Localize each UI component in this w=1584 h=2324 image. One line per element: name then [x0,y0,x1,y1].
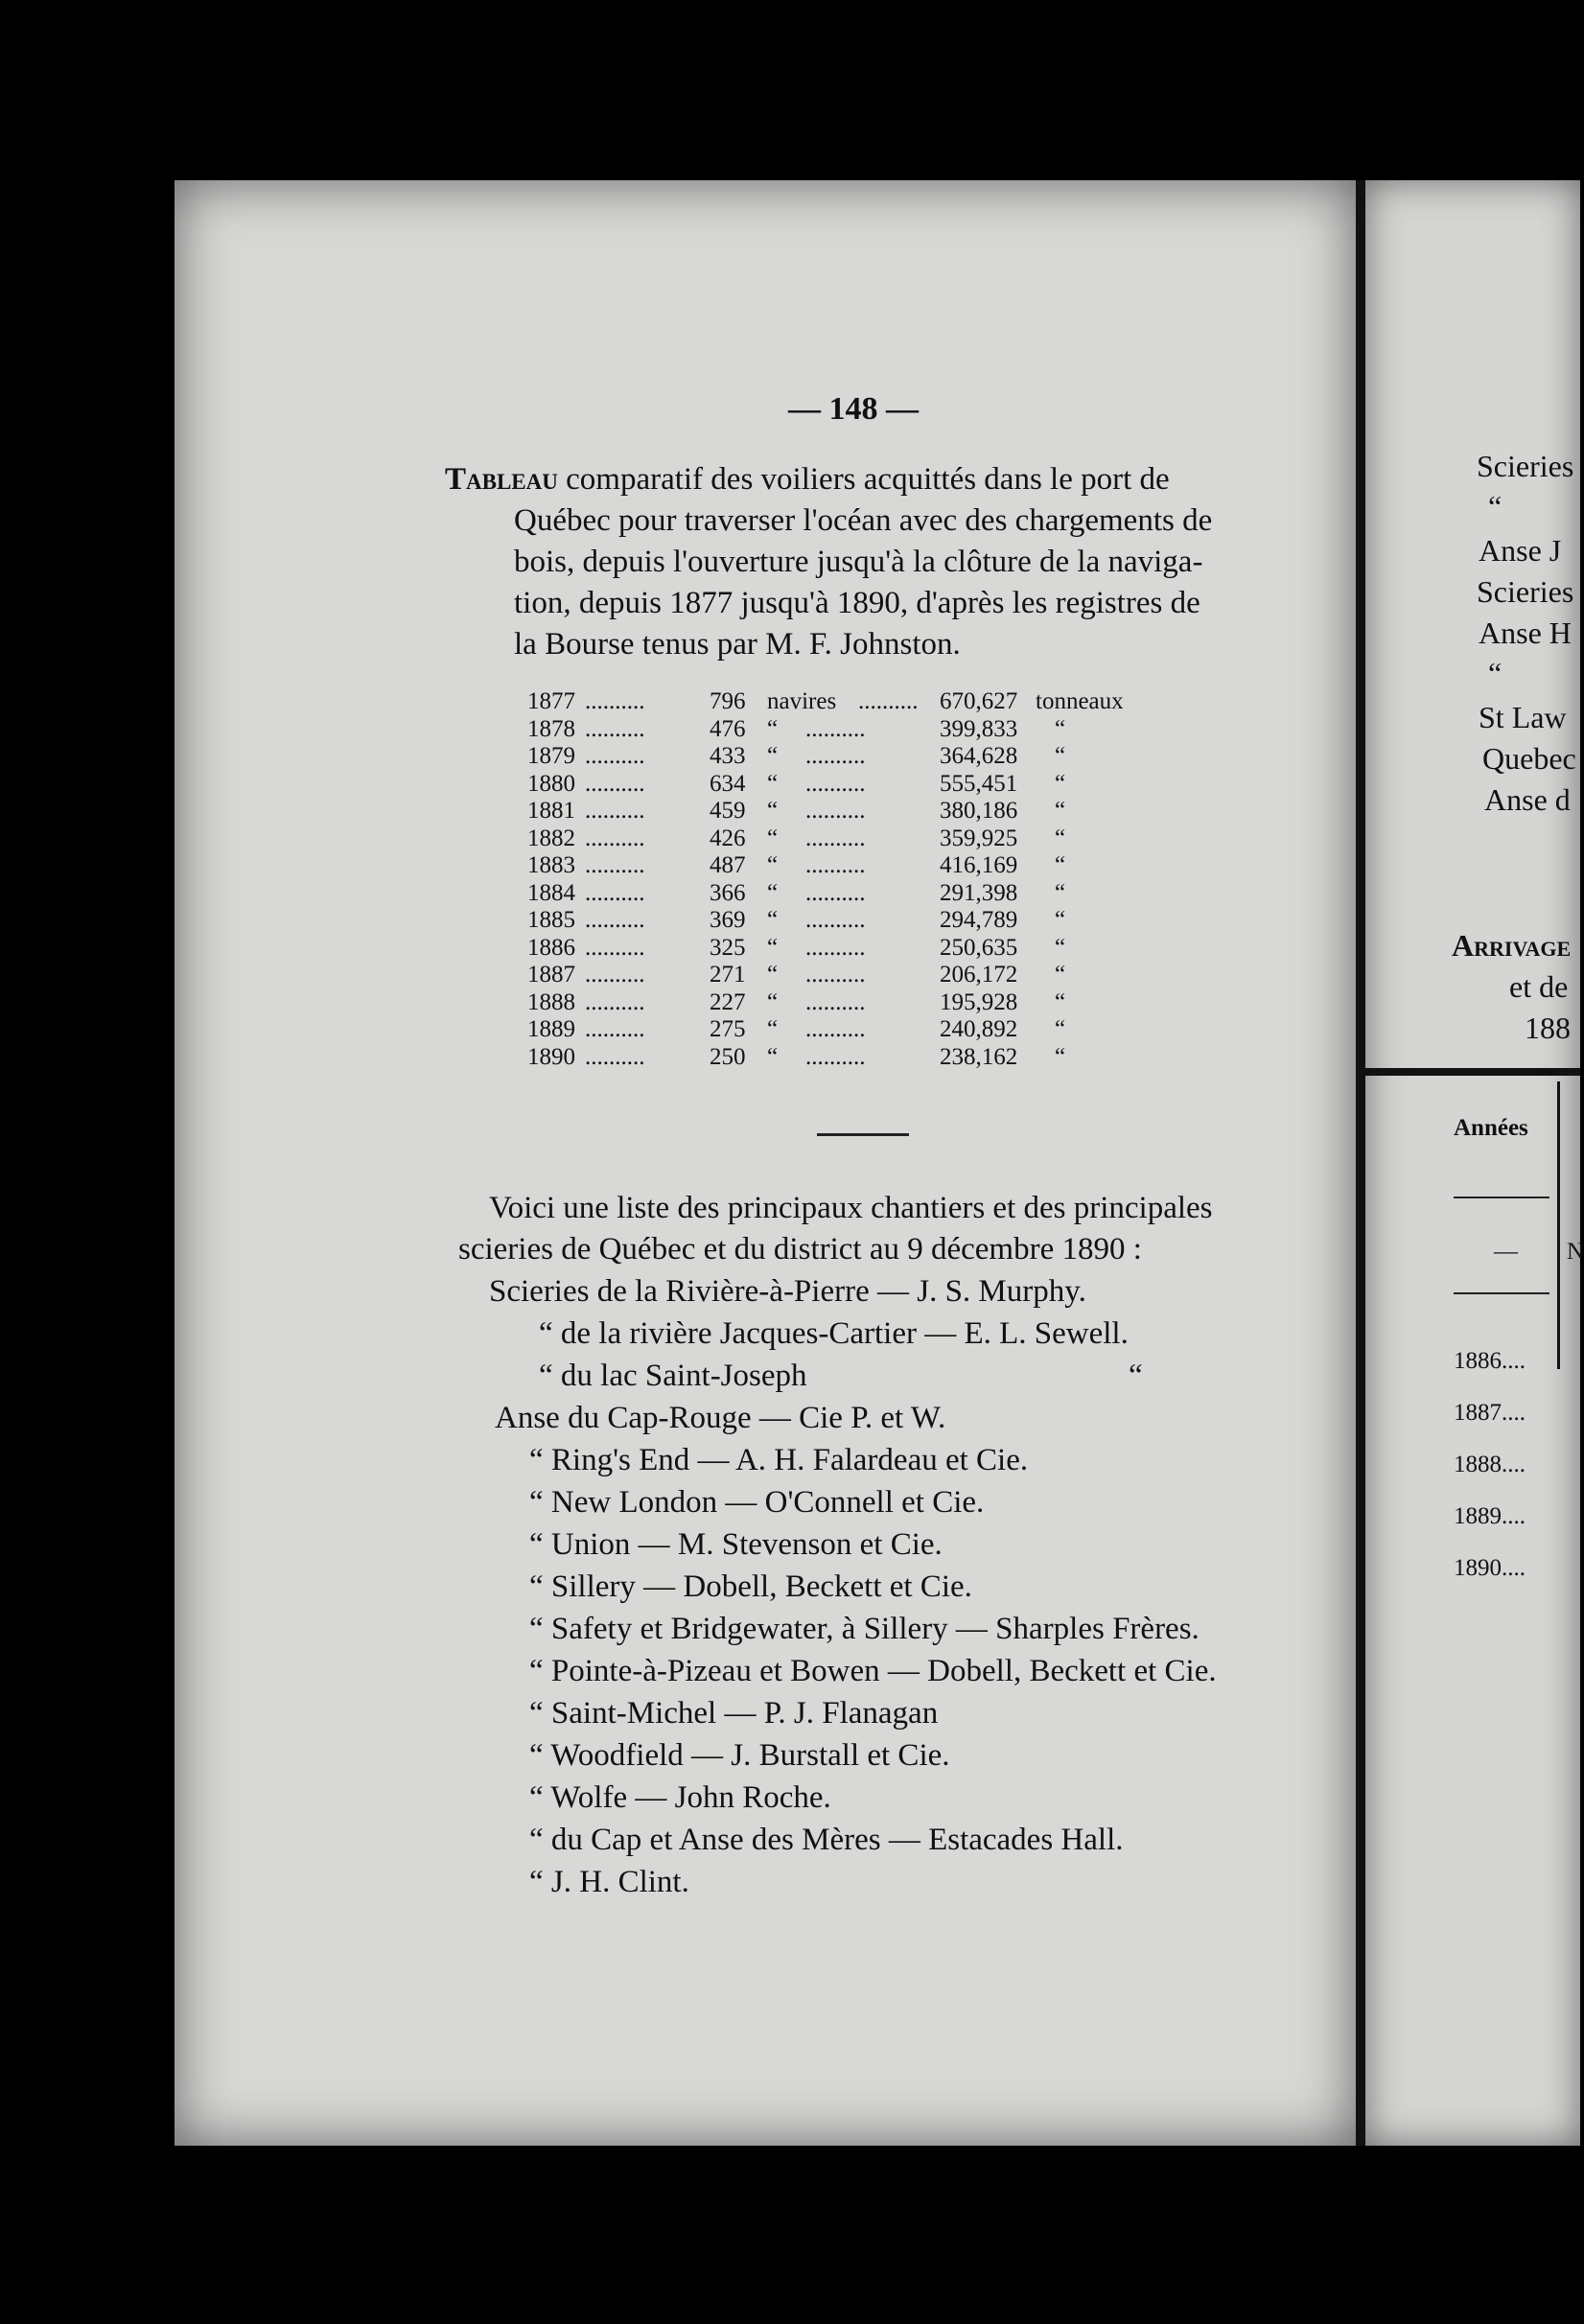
left-page: — 148 — Tableau comparatif des voiliers acquittés dans le port de Québec pour traverser l'océan avec des chargements de bois, depuis l'ouverture jusqu'à la clôture de la naviga- tion, depuis 1877 jusqu'à 1890, d'après les registres de la Bourse tenus par M. F. Johnston. 1877 .......... 796 navires .......... 670,627 tonneaux 1878 .......... 476 “ .......... 399,833 “ 1879 .......... 433 “ .......... 364,628 “ 1880 .......... 634 “ .......... 555,451 “ 1881 .......... 459 “ .......... 380,186 “ 1882 .......... 426 “ .......... 359,925 “ 1883 .......... 487 “ .......... 416,169 “ 1884 .......... 366 “ .......... 291,398 “ 1885 .......... 369 “ .......... 294,789 “ 1886 .......... 325 “ .......... 250,635 “ 1887 .......... 271 “ .......... 206,172 “ 1888 .......... 227 “ .......... 195,928 “ 1889 .......... 275 “ .......... 240,892 “ 1890 .......... 250 “ .......... 238,162 “ Voici une liste des principaux chantiers et des principales scieries de Québec et du district au 9 décembre 1890 : Scieries de la Rivière-à-Pierre — J. S. Murphy. “ de la rivière Jacques-Cartier — E. L. Sewell. “ du lac Saint-Joseph “ Anse du Cap-Rouge — Cie P. et W. “ Ring's End — A. H. Falardeau et Cie. “ New London — O'Connell et Cie. “ Union — M. Stevenson et Cie. “ Sillery — Dobell, Beckett et Cie. “ Safety et Bridgewater, à Sillery — Sharples Frères. “ Pointe-à-Pizeau et Bowen — Dobell, Beckett et Cie. “ Saint-Michel — P. J. Flanagan “ Woodfield — J. Burstall et Cie. “ Wolfe — John Roche. “ du Cap et Anse des Mères — Estacades Hall. “ J. H. Clint. [175,180,1356,2146]
year-row: 1888.... [1454,1452,1526,1477]
intro-line-1: Voici une liste des principaux chantiers et des principales [489,1191,1213,1225]
right-heading-line: 188 [1525,1011,1571,1045]
right-line: “ [1488,489,1502,523]
column-header-years: Années [1454,1115,1528,1141]
list-item: “ de la rivière Jacques-Cartier — E. L. Sewell. [539,1316,1129,1351]
year-row: 1889.... [1454,1503,1526,1529]
table-title-line-2: Québec pour traverser l'océan avec des chargements de [514,503,1213,538]
header-dash: — [1494,1239,1518,1265]
list-item: Anse du Cap-Rouge — Cie P. et W. [495,1401,946,1435]
list-item: “ Ring's End — A. H. Falardeau et Cie. [529,1443,1029,1477]
list-item: “ Wolfe — John Roche. [529,1780,831,1815]
section-divider [817,1133,909,1136]
right-line: Anse H [1479,616,1572,650]
right-line: “ [1488,656,1502,690]
right-line: Scieries [1477,574,1574,609]
year-row: 1886.... [1454,1348,1526,1374]
table-top-rule [1365,1068,1580,1076]
table-title-line-4: tion, depuis 1877 jusqu'à 1890, d'après les registres de [514,586,1200,620]
table-title-line-1 [445,458,1170,500]
list-item: “ Saint-Michel — P. J. Flanagan [529,1696,939,1731]
page-gutter [1356,180,1365,2146]
table-column-divider [1557,1081,1560,1369]
right-heading-line: et de [1509,969,1569,1004]
list-item: “ du Cap et Anse des Mères — Estacades Hall. [529,1823,1124,1857]
list-item: “ Sillery — Dobell, Beckett et Cie. [529,1569,972,1604]
year-row: 1890.... [1454,1555,1526,1581]
list-item: “ Woodfield — J. Burstall et Cie. [529,1738,950,1773]
right-line: Scieries [1477,449,1574,483]
page-number: — 148 — [788,391,919,427]
list-item: “ Union — M. Stevenson et Cie. [529,1527,943,1562]
table-title-line-3: bois, depuis l'ouverture jusqu'à la clôture de la naviga- [514,545,1203,579]
table-title-text: comparatif des voiliers acquittés dans le port de [566,462,1170,497]
right-line: Anse J [1479,533,1562,568]
list-item: “ New London — O'Connell et Cie. [529,1485,985,1520]
header-rule [1454,1197,1549,1198]
list-item: Scieries de la Rivière-à-Pierre — J. S. Murphy. [489,1274,1086,1309]
header-rule-2 [1454,1292,1549,1294]
list-item: “ Safety et Bridgewater, à Sillery — Sharples Frères. [529,1612,1200,1646]
right-page [1365,180,1584,2146]
table-title-lead: Tableau [445,462,558,497]
list-ditto-right: “ [1129,1359,1143,1393]
year-row: 1887.... [1454,1400,1526,1426]
right-line: St Law [1479,700,1567,734]
list-item: “ J. H. Clint. [529,1865,689,1899]
header-letter: N [1567,1239,1584,1265]
table-title-line-5: la Bourse tenus par M. F. Johnston. [514,627,961,662]
intro-line-2: scieries de Québec et du district au 9 décembre 1890 : [458,1232,1142,1267]
list-item: “ du lac Saint-Joseph [539,1359,807,1393]
right-heading-lead: Arrivage [1452,928,1572,963]
right-line: Anse d [1484,782,1571,817]
right-line: Quebec [1482,741,1576,776]
list-item: “ Pointe-à-Pizeau et Bowen — Dobell, Beckett et Cie. [529,1654,1217,1688]
